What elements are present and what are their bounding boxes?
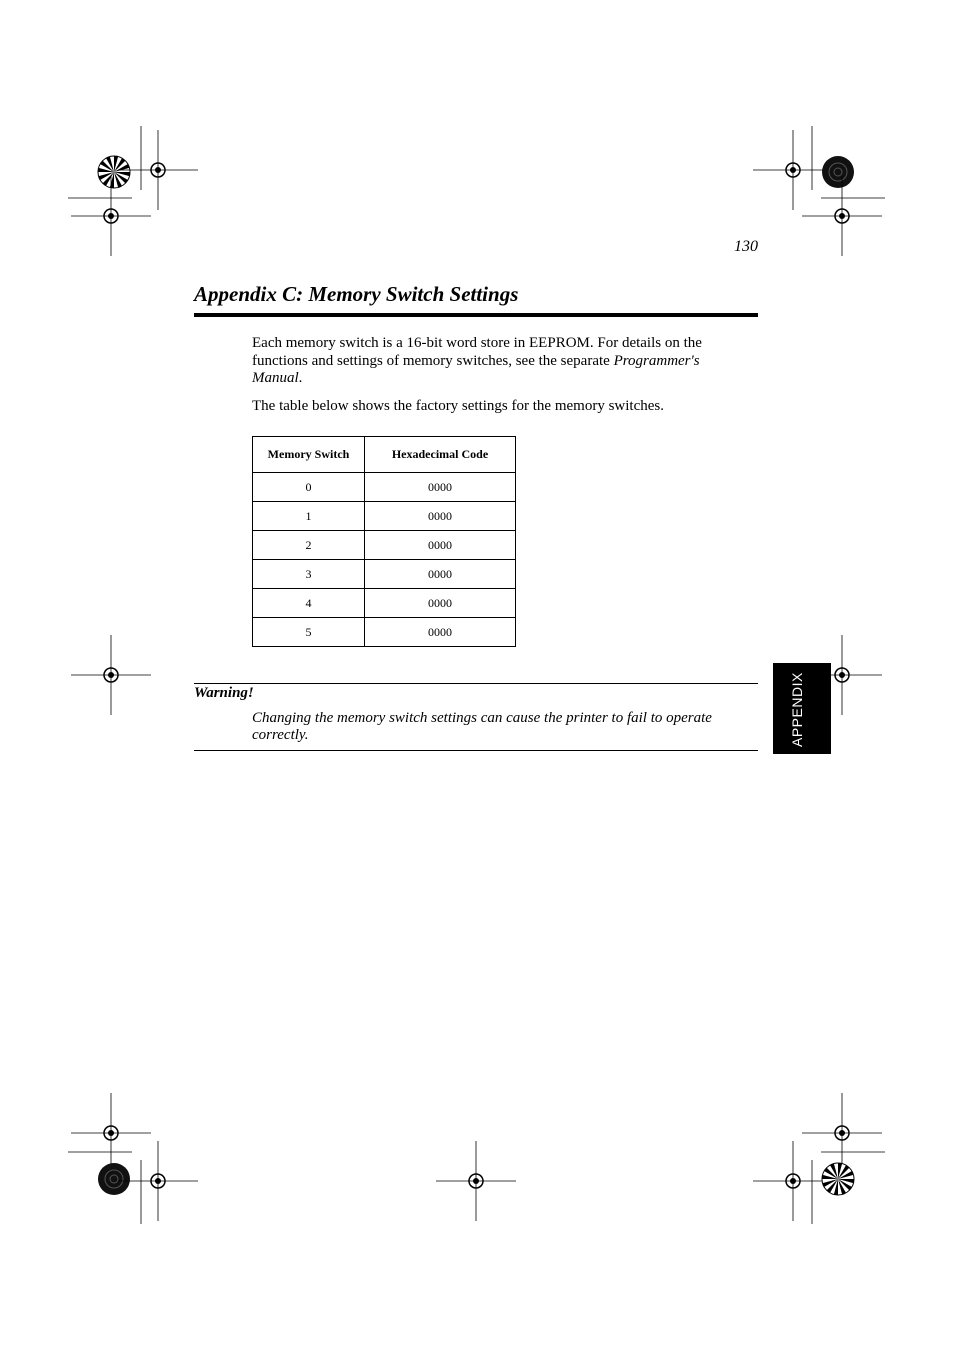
intro-paragraph [252, 335, 752, 388]
warning-bottom-rule [194, 750, 758, 751]
page-number: 130 [734, 238, 758, 255]
memory-switch-table [252, 436, 516, 647]
hex-code: 0000 [365, 589, 516, 618]
table-row [253, 618, 516, 647]
hex-code: 0000 [365, 618, 516, 647]
table-row [253, 473, 516, 502]
warning-title: Warning! [194, 685, 254, 701]
switch-number: 0 [253, 473, 365, 502]
switch-number: 3 [253, 560, 365, 589]
hex-code: 0000 [365, 473, 516, 502]
table-header-row [253, 437, 516, 473]
column-header: Memory Switch [253, 437, 365, 473]
table-intro-paragraph: The table below shows the factory settings for the memory switches. [252, 398, 664, 414]
table-row [253, 531, 516, 560]
title-rule [194, 313, 758, 317]
table-row [253, 589, 516, 618]
page-title: Appendix C: Memory Switch Settings [194, 282, 519, 306]
hex-code: 0000 [365, 560, 516, 589]
intro-end: . [298, 370, 303, 386]
side-tab-label: APPENDIX [789, 672, 805, 747]
warning-text: Changing the memory switch settings can cause the printer to fail to operate correctly. [252, 710, 712, 743]
switch-number: 1 [253, 502, 365, 531]
hex-code: 0000 [365, 502, 516, 531]
table-row [253, 560, 516, 589]
warning-top-rule [194, 683, 758, 684]
intro-text: Each memory switch is a 16-bit word store in EEPROM. For details on the functions and settings of memory switches, see the separate [252, 335, 702, 369]
table-row [253, 502, 516, 531]
appendix-side-tab [773, 663, 831, 754]
switch-number: 5 [253, 618, 365, 647]
manual-reference: Programmer's Manual [252, 352, 700, 386]
switch-number: 2 [253, 531, 365, 560]
column-header: Hexadecimal Code [365, 437, 516, 473]
hex-code: 0000 [365, 531, 516, 560]
switch-number: 4 [253, 589, 365, 618]
